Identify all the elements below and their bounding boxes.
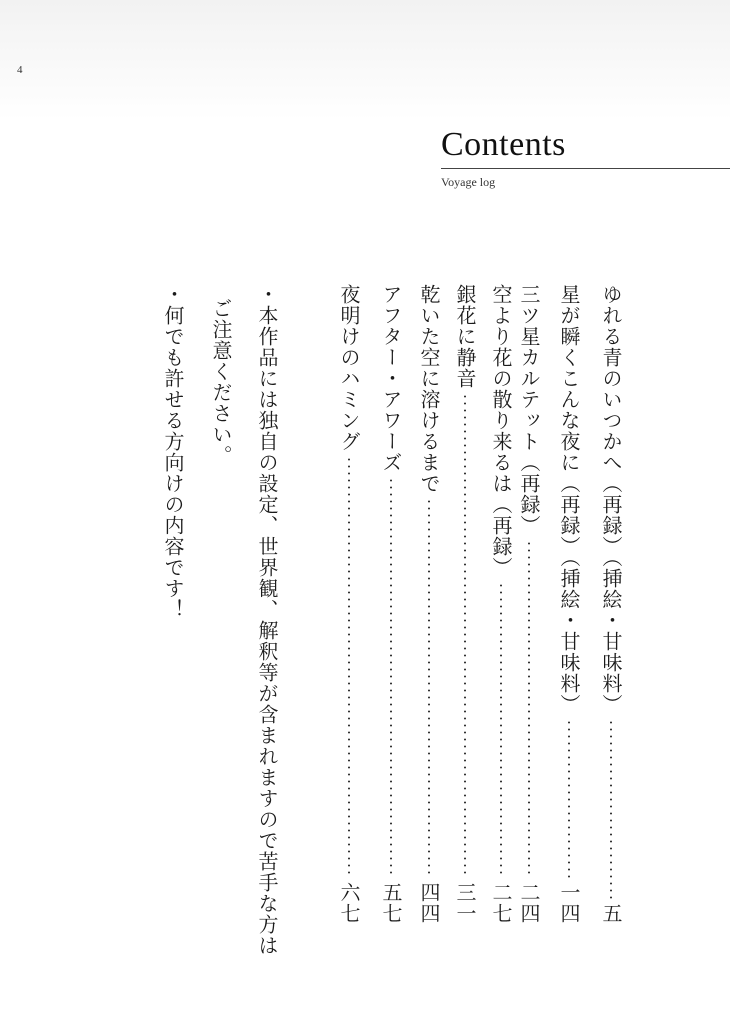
dot-leader xyxy=(464,393,466,878)
toc-entry-title: 三ツ星カルテット（再録） xyxy=(517,284,541,536)
note-line-3: ・何でも許せる方向けの内容です！ xyxy=(161,284,185,620)
toc-entry-page: 二四 xyxy=(517,882,541,924)
toc-entry-page: 四四 xyxy=(417,882,441,924)
toc-entry-title: 銀花に静音 xyxy=(453,284,477,389)
heading-rule xyxy=(441,168,730,169)
toc-entry-8[interactable] xyxy=(336,284,362,924)
note-line-2: ご注意ください。 xyxy=(209,298,233,466)
toc-entry-page: 五七 xyxy=(379,882,403,924)
toc-entry-page: 三一 xyxy=(453,882,477,924)
toc-entry-3[interactable] xyxy=(516,284,542,924)
toc-entry-1[interactable] xyxy=(598,284,624,924)
toc-entry-title: アフター・アワーズ xyxy=(379,284,403,473)
toc-entry-2[interactable] xyxy=(556,284,582,924)
page-number: 4 xyxy=(17,64,23,76)
toc-entry-page: 一四 xyxy=(557,882,581,924)
note-line-1: ・本作品には独自の設定、世界観、解釈等が含まれますので苦手な方は xyxy=(255,284,279,956)
toc-entry-page: 五 xyxy=(599,903,623,924)
dot-leader xyxy=(528,540,530,878)
dot-leader xyxy=(428,498,430,878)
toc-entry-page: 二七 xyxy=(489,882,513,924)
toc-entry-5[interactable] xyxy=(452,284,478,924)
toc-entry-title: 星が瞬くこんな夜に（再録）（挿絵・甘味料） xyxy=(557,284,581,715)
toc-entry-title: 夜明けのハミング xyxy=(337,284,361,452)
toc-entry-title: 乾いた空に溶けるまで xyxy=(417,284,441,494)
toc-entry-6[interactable] xyxy=(416,284,442,924)
toc-entry-title: ゆれる青のいつかへ（再録）（挿絵・甘味料） xyxy=(599,284,623,715)
contents-subheading: Voyage log xyxy=(441,175,496,189)
dot-leader xyxy=(568,719,570,878)
dot-leader xyxy=(348,456,350,878)
top-shade xyxy=(0,0,730,120)
toc-entry-7[interactable] xyxy=(378,284,404,924)
toc-entry-4[interactable] xyxy=(488,284,514,924)
toc-entry-title: 空より花の散り来るは（再録） xyxy=(489,284,513,578)
dot-leader xyxy=(500,582,502,878)
dot-leader xyxy=(390,477,392,878)
dot-leader xyxy=(610,719,612,899)
toc-entry-page: 六七 xyxy=(337,882,361,924)
contents-heading: Contents xyxy=(441,126,566,163)
